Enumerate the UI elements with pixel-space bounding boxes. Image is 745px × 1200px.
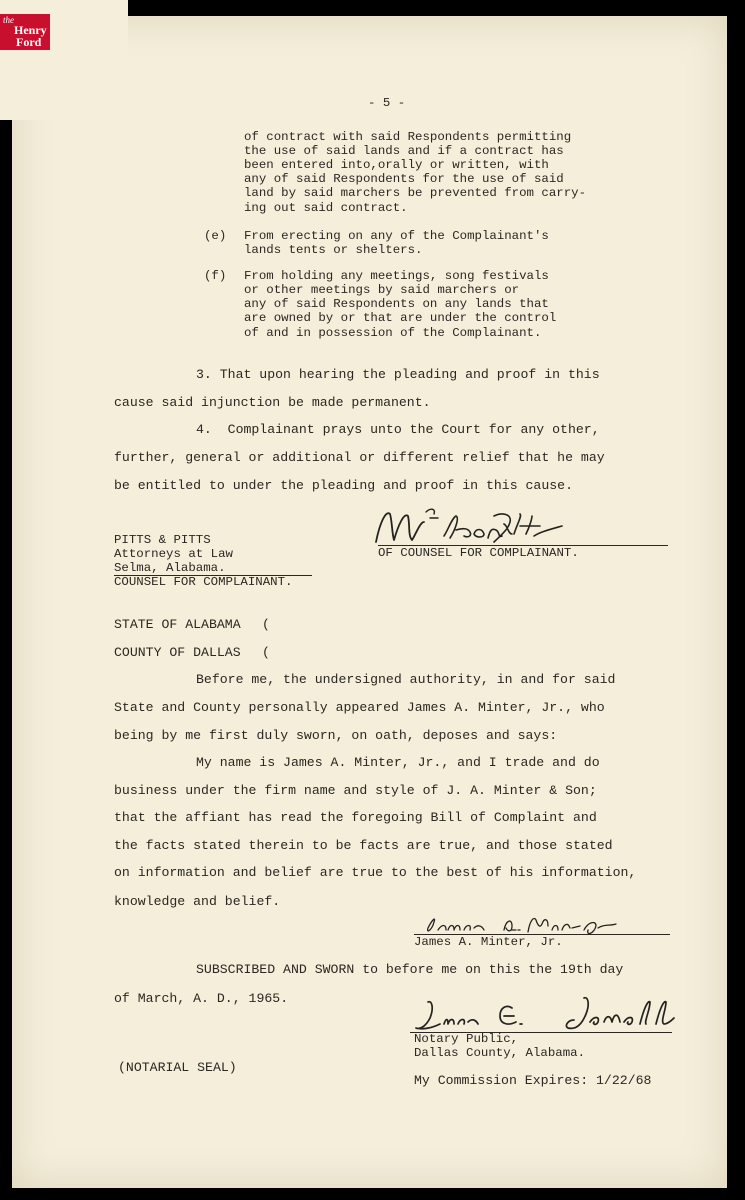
affidavit-body-line: on information and belief are true to the best of his information,: [114, 865, 637, 880]
para4-line: 4. Complainant prays unto the Court for any other,: [196, 422, 600, 437]
para4-line: further, general or additional or different relief that he may: [114, 450, 605, 465]
attorney-line: Selma, Alabama.: [114, 561, 226, 575]
venue-mark: (: [262, 645, 270, 660]
notary-line: Dallas County, Alabama.: [414, 1046, 586, 1060]
logo-line-1: the: [3, 15, 14, 25]
para3-line: 3. That upon hearing the pleading and proof in this: [196, 367, 600, 382]
commission-expiry: My Commission Expires: 1/22/68: [414, 1073, 652, 1088]
attorney-line: Attorneys at Law: [114, 547, 233, 561]
affidavit-body-line: the facts stated therein to be facts are true, and those stated: [114, 838, 613, 853]
notary-signature: [408, 994, 678, 1036]
affidavit-body-line: knowledge and belief.: [114, 894, 281, 909]
affidavit-intro-line: State and County personally appeared James A. Minter, Jr., who: [114, 700, 605, 715]
continuation-line: any of said Respondents for the use of said: [244, 172, 564, 186]
henry-ford-logo: [0, 14, 50, 50]
venue-mark: (: [262, 617, 270, 632]
page-number: - 5 -: [368, 96, 406, 110]
item-f-line: are owned by or that are under the control: [244, 311, 557, 325]
attorney-line: COUNSEL FOR COMPLAINANT.: [114, 575, 293, 589]
affidavit-body-line: My name is James A. Minter, Jr., and I trade and do: [196, 755, 600, 770]
item-f-label: (f): [204, 269, 227, 283]
logo-line-3: Ford: [16, 35, 42, 49]
item-f-line: From holding any meetings, song festivals: [244, 269, 549, 283]
logo-line-2: Henry: [14, 23, 47, 37]
counsel-label: OF COUNSEL FOR COMPLAINANT.: [378, 546, 579, 560]
continuation-line: the use of said lands and if a contract has: [244, 144, 564, 158]
continuation-line: ing out said contract.: [244, 201, 408, 215]
item-e-line: From erecting on any of the Complainant's: [244, 229, 549, 243]
item-f-line: of and in possession of the Complainant.: [244, 326, 542, 340]
item-f-line: any of said Respondents on any lands that: [244, 297, 549, 311]
affidavit-body-line: that the affiant has read the foregoing Bill of Complaint and: [114, 810, 597, 825]
item-e-line: lands tents or shelters.: [244, 243, 423, 257]
para3-line: cause said injunction be made permanent.: [114, 395, 431, 410]
continuation-line: land by said marchers be prevented from carry-: [244, 186, 587, 200]
para4-line: be entitled to under the pleading and proof in this cause.: [114, 478, 573, 493]
attorney-line: PITTS & PITTS: [114, 533, 211, 547]
notarial-seal: (NOTARIAL SEAL): [118, 1060, 237, 1075]
venue-state: STATE OF ALABAMA: [114, 617, 241, 632]
item-f-line: or other meetings by said marchers or: [244, 283, 520, 297]
affidavit-body-line: business under the firm name and style of J. A. Minter & Son;: [114, 783, 597, 798]
venue-county: COUNTY OF DALLAS: [114, 645, 241, 660]
subscribed-line: SUBSCRIBED AND SWORN to before me on this the 19th day: [196, 962, 624, 977]
counsel-signature: [372, 500, 572, 550]
item-e-label: (e): [204, 229, 227, 243]
subscribed-line: of March, A. D., 1965.: [114, 991, 289, 1006]
affidavit-intro-line: Before me, the undersigned authority, in and for said: [196, 672, 616, 687]
affidavit-intro-line: being by me first duly sworn, on oath, deposes and says:: [114, 728, 558, 743]
affiant-name: James A. Minter, Jr.: [414, 935, 563, 949]
continuation-line: been entered into,orally or written, with: [244, 158, 549, 172]
continuation-line: of contract with said Respondents permitting: [244, 130, 572, 144]
notary-line: Notary Public,: [414, 1032, 519, 1046]
